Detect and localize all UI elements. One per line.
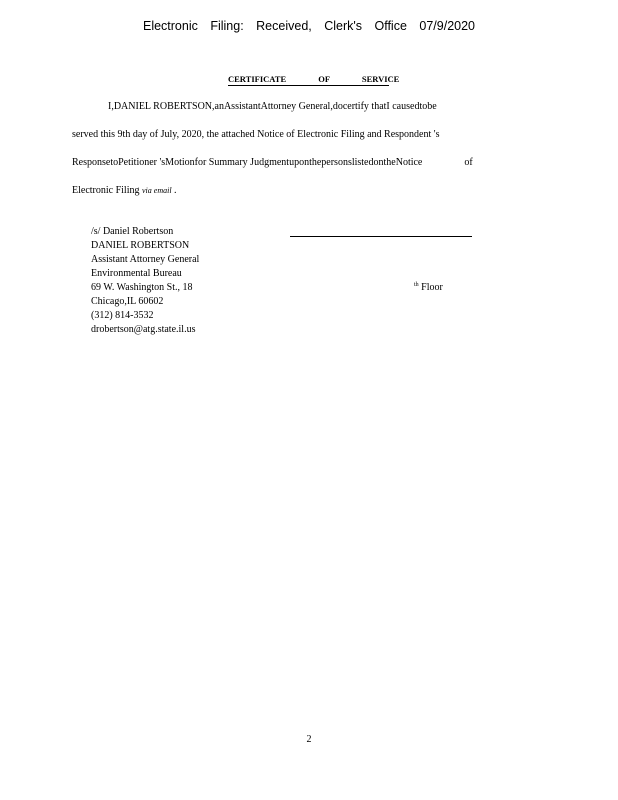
signature-line: /s/ Daniel Robertson xyxy=(91,226,174,237)
body-line-3 xyxy=(72,157,473,168)
floor-label: Floor xyxy=(421,282,443,293)
address-city: Chicago,IL 60602 xyxy=(91,296,164,307)
body-line-1: I,DANIEL ROBERTSON,anAssistantAttorney General,docertify thatI causedtobe xyxy=(108,101,437,112)
filing-header: Electronic Filing: Received, Clerk's Office 07/9/2020 xyxy=(142,19,475,33)
body-line-4 xyxy=(72,185,177,196)
phone-number: (312) 814-3532 xyxy=(91,310,154,321)
body-line-4-period: . xyxy=(174,185,177,196)
body-line-3-end: of xyxy=(464,157,473,168)
address-street: 69 W. Washington St., 18 xyxy=(91,282,193,293)
body-line-4-text: Electronic Filing xyxy=(72,185,140,196)
signer-bureau: Environmental Bureau xyxy=(91,268,182,279)
signer-name: DANIEL ROBERTSON xyxy=(91,240,190,251)
certificate-title: CERTIFICATE OF SERVICE xyxy=(228,74,400,84)
body-line-3-text: ResponsetoPetitioner 'sMotionfor Summary JudgmentuponthepersonslistedontheNotice xyxy=(72,157,423,168)
email-address: drobertson@atg.state.il.us xyxy=(91,324,196,335)
address-floor xyxy=(414,282,443,293)
floor-superscript: th xyxy=(414,282,419,288)
signature-rule xyxy=(290,236,472,237)
body-line-2: served this 9th day of July, 2020, the attached Notice of Electronic Filing and Respondent 's xyxy=(72,129,440,140)
via-email-text: via email xyxy=(142,186,172,195)
signer-title: Assistant Attorney General xyxy=(91,254,200,265)
page-number: 2 xyxy=(306,734,312,745)
